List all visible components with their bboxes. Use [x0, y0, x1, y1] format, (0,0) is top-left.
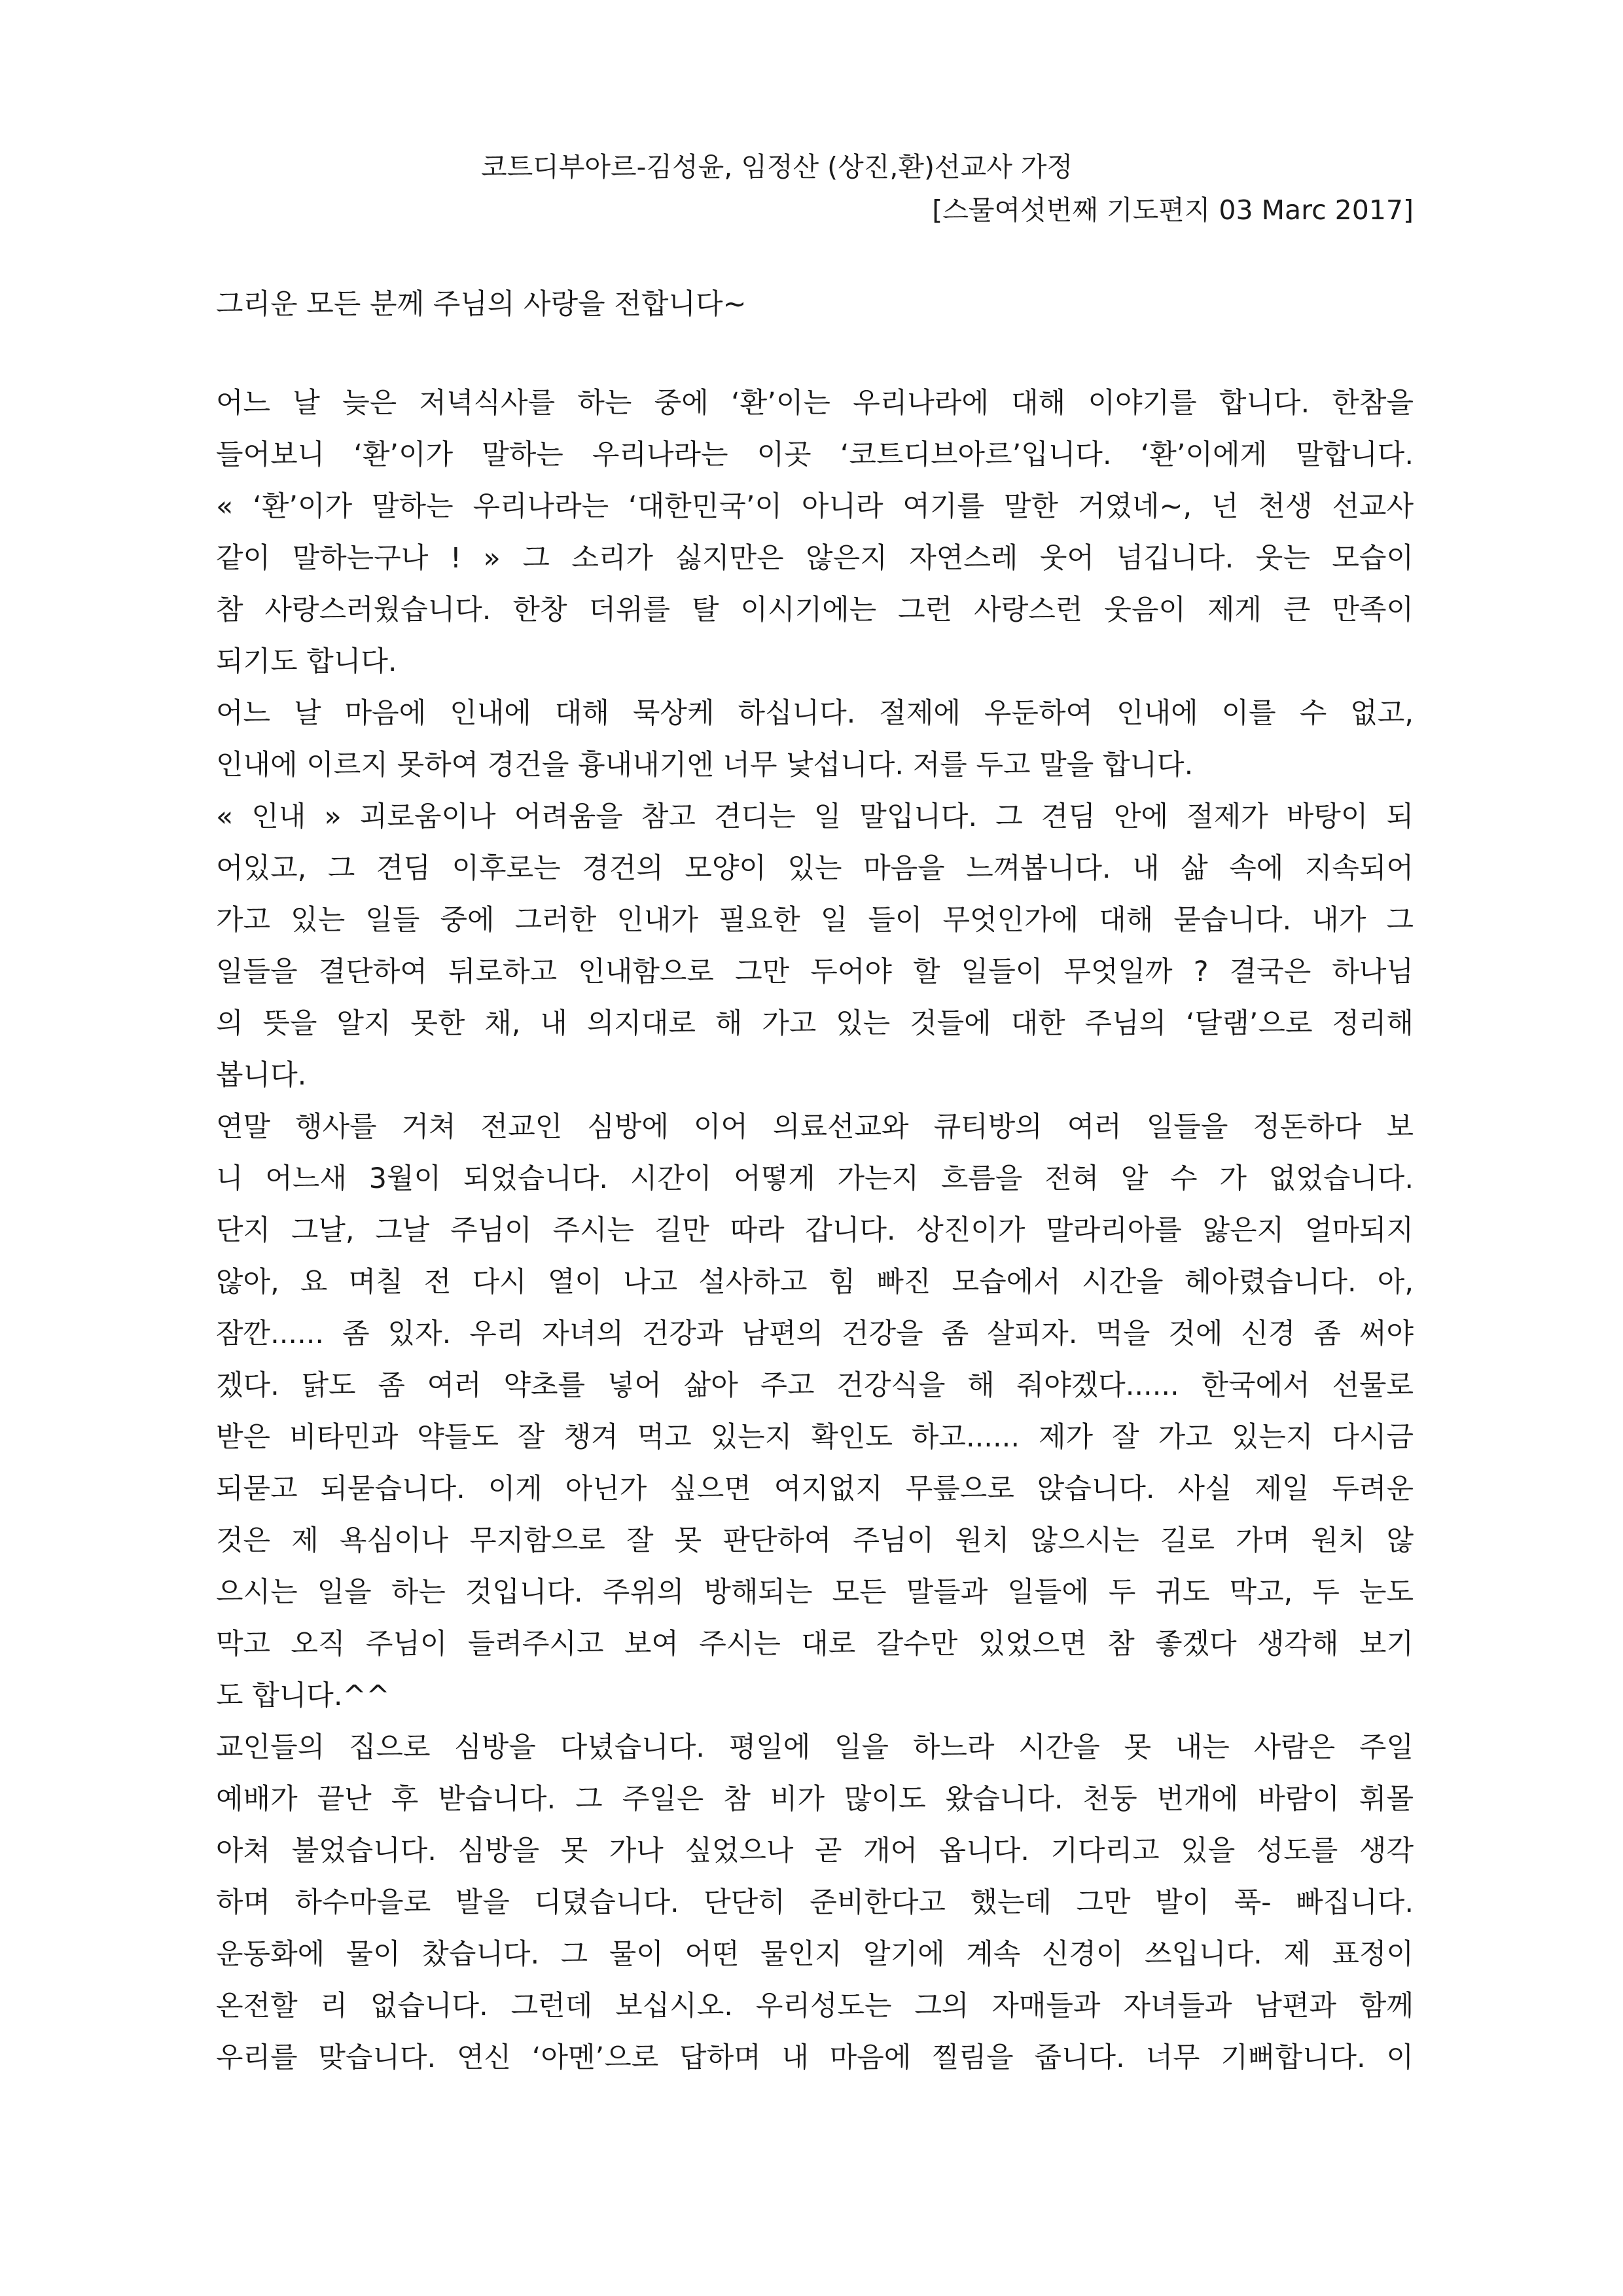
body-line: 하며 하수마을로 발을 디뎠습니다. 단단히 준비한다고 했는데 그만 발이 푹- 빠집니다.: [216, 1886, 1414, 1919]
body-line: 단지 그날, 그날 주님이 주시는 길만 따라 갑니다. 상진이가 말라리아를 앓은지 얼마되지: [216, 1214, 1414, 1247]
body-line: 온전할 리 없습니다. 그런데 보십시오. 우리성도는 그의 자매들과 자녀들과 남편과 함께: [216, 1990, 1414, 2022]
body-line: 참 사랑스러웠습니다. 한창 더위를 탈 이시기에는 그런 사랑스런 웃음이 제게 큰 만족이: [216, 594, 1414, 626]
body-line: « 인내 » 괴로움이나 어려움을 참고 견디는 일 말입니다. 그 견딤 안에 절제가 바탕이 되: [216, 800, 1414, 833]
body-line: 우리를 맞습니다. 연신 ‘아멘’으로 답하며 내 마음에 찔림을 줍니다. 너무 기뻐합니다. 이: [216, 2041, 1414, 2074]
body-line: 어있고, 그 견딤 이후로는 경건의 모양이 있는 마음을 느껴봅니다. 내 삶 속에 지속되어: [216, 852, 1414, 885]
body-line: 봅니다.: [216, 1059, 307, 1092]
letter-body: [216, 378, 1414, 2084]
body-line: 겠다. 닭도 좀 여러 약초를 넣어 삶아 주고 건강식을 해 줘야겠다...... 한국에서 선물로: [216, 1369, 1414, 1402]
body-line: « ‘환’이가 말하는 우리나라는 ‘대한민국’이 아니라 여기를 말한 거였네~, 넌 천생 선교사: [216, 490, 1414, 523]
letter-title: 코트디부아르-김성윤, 임정산 (상진,환)선교사 가정: [481, 151, 1073, 183]
body-line: 어느 날 늦은 저녁식사를 하는 중에 ‘환’이는 우리나라에 대해 이야기를 합니다. 한참을: [216, 387, 1414, 420]
letter-header: [216, 145, 1414, 232]
body-line: 되기도 합니다.: [216, 645, 397, 678]
body-line: 운동화에 물이 찼습니다. 그 물이 어떤 물인지 알기에 계속 신경이 쓰입니다. 제 표정이: [216, 1938, 1414, 1971]
body-line: 것은 제 욕심이나 무지함으로 잘 못 판단하여 주님이 원치 않으시는 길로 가며 원치 않: [216, 1524, 1414, 1557]
body-line: 잠깐...... 좀 있자. 우리 자녀의 건강과 남편의 건강을 좀 살피자. 먹을 것에 신경 좀 써야: [216, 1318, 1414, 1350]
body-line: 가고 있는 일들 중에 그러한 인내가 필요한 일 들이 무엇인가에 대해 묻습니다. 내가 그: [216, 904, 1414, 937]
greeting-line: 그리운 모든 분께 주님의 사랑을 전합니다~: [216, 288, 747, 321]
body-line: 예배가 끝난 후 받습니다. 그 주일은 참 비가 많이도 왔습니다. 천둥 번개에 바람이 휘몰: [216, 1783, 1414, 1816]
body-line: 같이 말하는구나 ! » 그 소리가 싫지만은 않은지 자연스레 웃어 넘깁니다. 웃는 모습이: [216, 542, 1414, 575]
body-line: 의 뜻을 알지 못한 채, 내 의지대로 해 가고 있는 것들에 대한 주님의 ‘달램’으로 정리해: [216, 1007, 1414, 1040]
body-line: 도 합니다.^^: [216, 1679, 390, 1712]
body-line: 막고 오직 주님이 들려주시고 보여 주시는 대로 갈수만 있었으면 참 좋겠다 생각해 보기: [216, 1628, 1414, 1660]
body-line: 교인들의 집으로 심방을 다녔습니다. 평일에 일을 하느라 시간을 못 내는 사람은 주일: [216, 1731, 1414, 1764]
body-line: 어느 날 마음에 인내에 대해 묵상케 하십니다. 절제에 우둔하여 인내에 이를 수 없고,: [216, 697, 1414, 730]
body-line: 들어보니 ‘환’이가 말하는 우리나라는 이곳 ‘코트디브아르’입니다. ‘환’이에게 말합니다.: [216, 439, 1414, 471]
body-line: 되묻고 되묻습니다. 이게 아닌가 싶으면 여지없지 무릎으로 앉습니다. 사실 제일 두려운: [216, 1473, 1414, 1505]
body-line: 연말 행사를 거쳐 전교인 심방에 이어 의료선교와 큐티방의 여러 일들을 정돈하다 보: [216, 1111, 1414, 1143]
body-line: 일들을 결단하여 뒤로하고 인내함으로 그만 두어야 할 일들이 무엇일까 ? 결국은 하나님: [216, 956, 1414, 988]
body-line: 인내에 이르지 못하여 경건을 흉내내기엔 너무 낯섭니다. 저를 두고 말을 합니다.: [216, 749, 1194, 781]
body-line: 받은 비타민과 약들도 잘 챙겨 먹고 있는지 확인도 하고...... 제가 잘 가고 있는지 다시금: [216, 1421, 1414, 1454]
letter-subtitle: [스물여섯번째 기도편지 03 Marc 2017]: [932, 194, 1414, 226]
body-line: 니 어느새 3월이 되었습니다. 시간이 어떻게 가는지 흐름을 전혀 알 수 가 없었습니다.: [216, 1162, 1414, 1195]
body-line: 않아, 요 며칠 전 다시 열이 나고 설사하고 힘 빠진 모습에서 시간을 헤아렸습니다. 아,: [216, 1266, 1414, 1299]
body-line: 아쳐 불었습니다. 심방을 못 가나 싶었으나 곧 개어 옵니다. 기다리고 있을 성도를 생각: [216, 1835, 1414, 1867]
body-line: 으시는 일을 하는 것입니다. 주위의 방해되는 모든 말들과 일들에 두 귀도 막고, 두 눈도: [216, 1576, 1414, 1609]
